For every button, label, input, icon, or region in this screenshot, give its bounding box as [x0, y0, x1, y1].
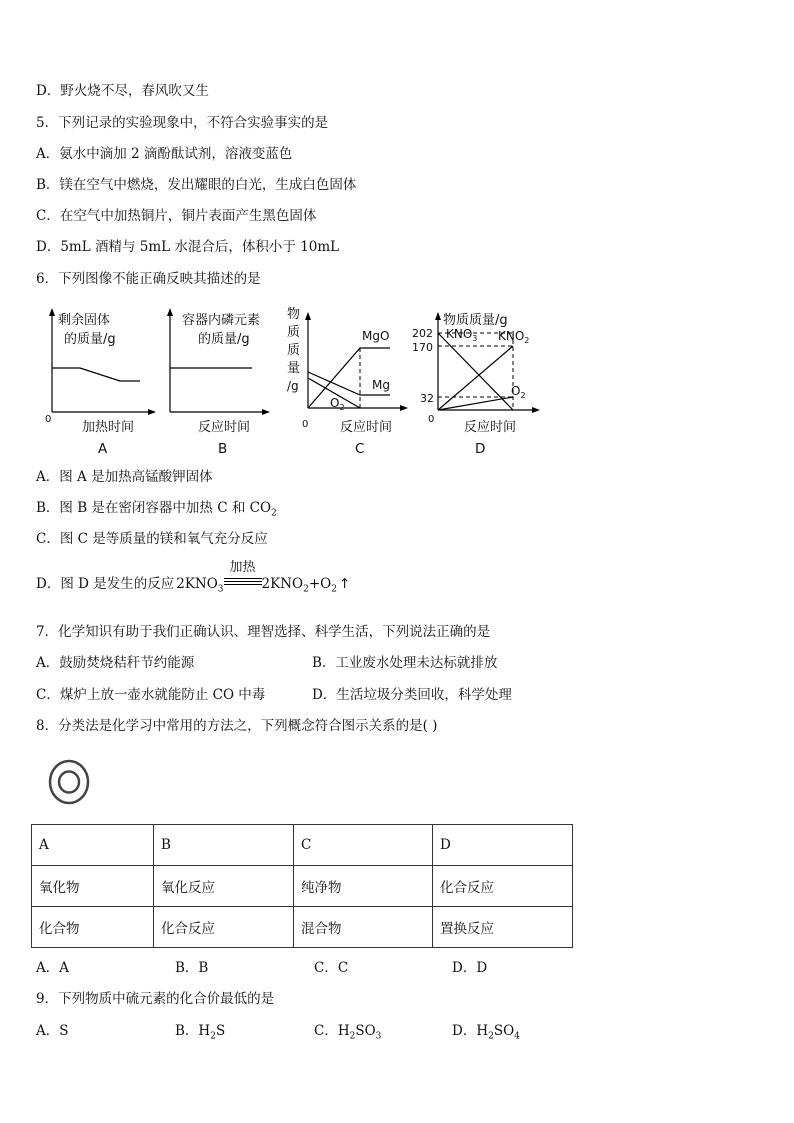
concentric-circles-diagram: [46, 757, 92, 807]
graph-d-y-arrow: [435, 312, 441, 320]
graph-d-caption: D: [475, 441, 486, 456]
graph-d: [408, 306, 548, 456]
q6-stem: 6．下列图像不能正确反映其描述的是: [36, 271, 261, 287]
q9-option-c: C．$H_2SO_3$: [314, 1023, 382, 1042]
graph-d-xlabel: 反应时间: [464, 420, 517, 435]
graph-a-ylabel2: 的质量/g: [64, 332, 116, 347]
q9-option-d: D．$H_2SO_4$: [452, 1023, 520, 1042]
q6-option-a: A．图 A 是加热高锰酸钾固体: [36, 469, 213, 485]
graph-d-origin: 0: [428, 414, 435, 425]
table-cell: 化合物: [32, 907, 154, 948]
graph-b-ylabel2: 的质量/g: [198, 332, 250, 347]
graph-a-xlabel: 加热时间: [82, 420, 135, 435]
graph-a-x-arrow: [148, 409, 156, 415]
graph-b-y-arrow: [167, 308, 173, 316]
graph-c-caption: C: [355, 441, 365, 457]
table-cell: B: [154, 825, 294, 866]
table-cell: 混合物: [294, 907, 433, 948]
graph-d-tick-202: 202: [412, 327, 433, 340]
table-cell: 氧化物: [32, 866, 154, 907]
q8-option-b: B．B: [175, 960, 209, 976]
graph-b-caption: B: [218, 441, 228, 456]
graph-c: [282, 302, 414, 458]
graph-b-xlabel: 反应时间: [198, 420, 251, 435]
graph-c-y-arrow: [305, 312, 311, 320]
table-cell: 化合反应: [433, 866, 573, 907]
q6-option-d: D．图 D 是发生的反应 $2KNO_3$ 加热 $2KNO_2+O_2$ ↑: [36, 560, 351, 595]
table-row: [32, 866, 573, 907]
graph-c-x-arrow: [400, 405, 408, 411]
q7-option-d: D．生活垃圾分类回收，科学处理: [312, 687, 512, 703]
q5-option-b: B．镁在空气中燃烧，发出耀眼的白光，生成白色固体: [36, 177, 357, 193]
graph-c-ylabel-5: /g: [287, 379, 299, 393]
q9-option-a: A．S: [36, 1023, 69, 1039]
q5-option-d: D．5mL 酒精与 5mL 水混合后，体积小于 10mL: [36, 239, 340, 255]
q8-stem: 8．分类法是化学习中常用的方法之，下列概念符合图示关系的是( ): [36, 718, 438, 734]
q8-table: [31, 824, 573, 948]
q7-option-a: A．鼓励焚烧秸秆节约能源: [36, 655, 195, 671]
table-cell: C: [294, 825, 433, 866]
table-cell: 置换反应: [433, 907, 573, 948]
q4-option-d: D．野火烧不尽，春风吹又生: [36, 83, 209, 99]
graph-a-y-arrow: [49, 308, 55, 316]
graph-c-ylabel-2: 质: [287, 325, 301, 340]
graph-c-o2-label: $O_2$: [330, 396, 345, 412]
q7-option-b: B．工业废水处理未达标就排放: [312, 655, 498, 671]
graph-c-origin: 0: [302, 419, 309, 430]
q6-option-c: C．图 C 是等质量的镁和氧气充分反应: [36, 531, 268, 547]
q6-option-b: B．图 B 是在密闭容器中加热 C 和 $CO_2$: [36, 500, 277, 519]
graph-d-kno3-label: $KNO_3$: [446, 327, 478, 343]
q8-option-c: C．C: [314, 960, 349, 976]
reaction-condition: 加热: [224, 575, 262, 593]
graph-b-ylabel1: 容器内磷元素: [182, 313, 261, 328]
graph-b: [160, 306, 280, 456]
graph-d-o2-line: [438, 397, 513, 410]
graph-a-origin: 0: [45, 414, 52, 425]
graph-d-o2-label: $O_2$: [511, 384, 526, 400]
graph-d-kno2-label: $KNO_2$: [498, 329, 530, 345]
graph-d-tick-170: 170: [412, 341, 433, 354]
graph-d-kno2-line: [438, 346, 513, 410]
graph-c-xlabel: 反应时间: [340, 420, 393, 435]
table-cell: 氧化反应: [154, 866, 294, 907]
graph-a-curve: [52, 368, 140, 381]
q7-stem: 7．化学知识有助于我们正确认识、理智选择、科学生活，下列说法正确的是: [36, 624, 491, 640]
table-cell: 化合反应: [154, 907, 294, 948]
table-cell: D: [433, 825, 573, 866]
q9-stem: 9．下列物质中硫元素的化合价最低的是: [36, 991, 275, 1007]
q5-option-c: C．在空气中加热铜片，铜片表面产生黑色固体: [36, 208, 317, 224]
table-cell: A: [32, 825, 154, 866]
q8-option-d: D．D: [452, 960, 488, 976]
graph-d-tick-32: 32: [420, 392, 434, 405]
graph-c-ylabel-3: 质: [287, 343, 301, 358]
q7-option-c: C．煤炉上放一壶水就能防止 CO 中毒: [36, 687, 266, 703]
q5-option-a: A．氨水中滴加 2 滴酚酞试剂，溶液变蓝色: [36, 146, 293, 162]
graph-a-caption: A: [98, 441, 108, 456]
graph-b-x-arrow: [262, 409, 270, 415]
q5-stem: 5．下列记录的实验现象中，不符合实验事实的是: [36, 115, 329, 131]
table-cell: 纯净物: [294, 866, 433, 907]
graph-c-ylabel-1: 物: [287, 307, 301, 322]
graph-c-ylabel-4: 量: [287, 361, 301, 376]
graph-c-mg-label: Mg: [372, 378, 390, 392]
table-row: [32, 907, 573, 948]
q9-option-b: B．$H_2S$: [175, 1023, 226, 1042]
q8-option-a: A．A: [36, 960, 69, 976]
graph-d-x-arrow: [532, 407, 540, 413]
graph-d-ylabel: 物质质量/g: [443, 313, 508, 328]
graph-a-ylabel1: 剩余固体: [58, 313, 111, 328]
table-header-row: [32, 825, 573, 866]
graph-a: [40, 306, 160, 456]
graph-c-mgo-label: MgO: [362, 329, 390, 343]
